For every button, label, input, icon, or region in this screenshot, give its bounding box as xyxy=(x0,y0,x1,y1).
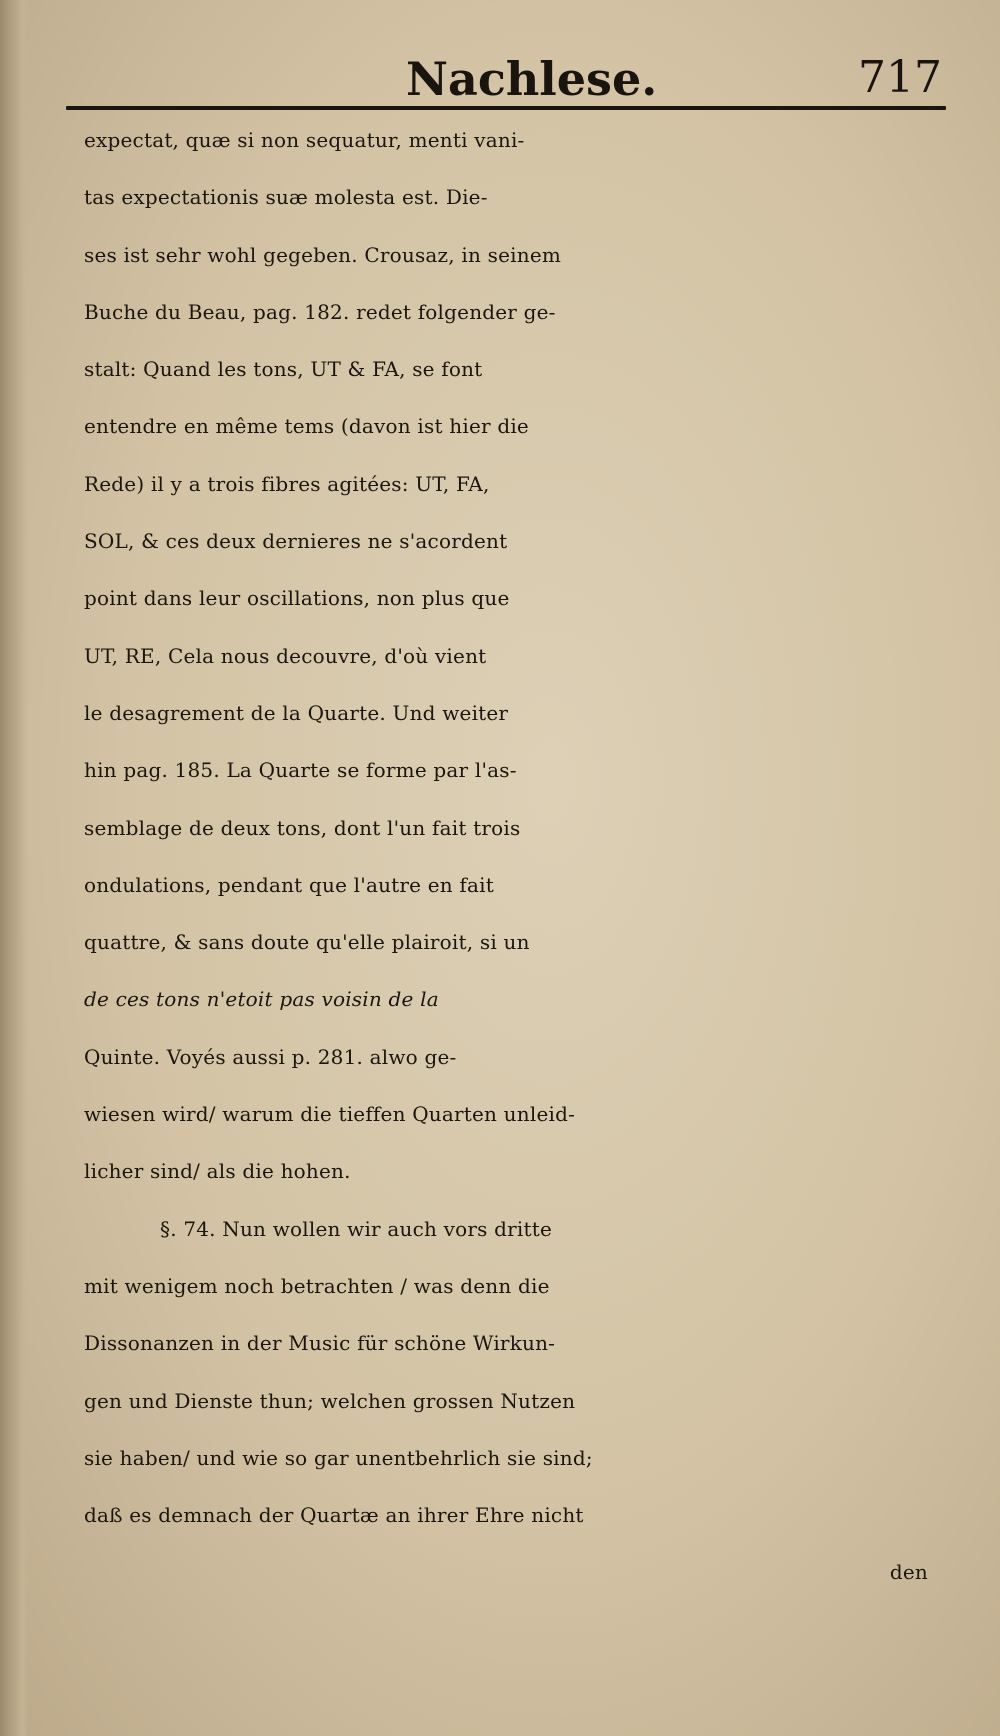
text-line: mit wenigem noch betrachten / was denn die xyxy=(84,1273,550,1298)
page-number: 717 xyxy=(858,52,942,103)
text-line: Buche du Beau, pag. 182. redet folgender ge- xyxy=(84,299,556,324)
header-rule xyxy=(66,106,946,110)
text-line: Quinte. Voyés aussi p. 281. alwo ge- xyxy=(84,1044,457,1069)
text-line: wiesen wird/ warum die tieffen Quarten unleid- xyxy=(84,1102,576,1127)
text-line: SOL, & ces deux dernieres ne s'acordent xyxy=(84,529,508,554)
text-line: le desagrement de la Quarte. Und weiter xyxy=(84,700,509,725)
text-line: entendre en même tems (davon ist hier die xyxy=(84,414,529,439)
body-text xyxy=(84,112,964,1602)
text-line: point dans leur oscillations, non plus que xyxy=(84,586,510,611)
text-line: semblage de deux tons, dont l'un fait trois xyxy=(84,815,521,840)
text-line: licher sind/ als die hohen. xyxy=(84,1159,351,1184)
text-line: quattre, & sans doute qu'elle plairoit, si un xyxy=(84,930,530,955)
section-start-line: §. 74. Nun wollen wir auch vors dritte xyxy=(160,1216,552,1241)
page-gutter-shadow xyxy=(0,0,28,1736)
text-line: ses ist sehr wohl gegeben. Crousaz, in seinem xyxy=(84,242,562,267)
text-line: ondulations, pendant que l'autre en fait xyxy=(84,872,494,897)
text-line-italic: de ces tons n'etoit pas voisin de la xyxy=(84,987,439,1012)
text-line: Rede) il y a trois fibres agitées: UT, FA, xyxy=(84,471,490,496)
page-header xyxy=(66,44,946,104)
text-line: tas expectationis suæ molesta est. Die- xyxy=(84,185,488,210)
text-line: Dissonanzen in der Music für schöne Wirkun- xyxy=(84,1331,556,1356)
text-line: expectat, quæ si non sequatur, menti vani- xyxy=(84,128,525,152)
catchword: den xyxy=(889,1560,928,1585)
running-title: Nachlese. xyxy=(406,52,658,106)
text-line: stalt: Quand les tons, UT & FA, se font xyxy=(84,357,483,382)
text-line: sie haben/ und wie so gar unentbehrlich sie sind; xyxy=(84,1445,593,1470)
text-line: daß es demnach der Quartæ an ihrer Ehre nicht xyxy=(84,1503,584,1528)
text-line: gen und Dienste thun; welchen grossen Nutzen xyxy=(84,1388,576,1413)
text-line: UT, RE, Cela nous decouvre, d'où vient xyxy=(84,643,487,668)
text-line: hin pag. 185. La Quarte se forme par l'as- xyxy=(84,758,517,783)
